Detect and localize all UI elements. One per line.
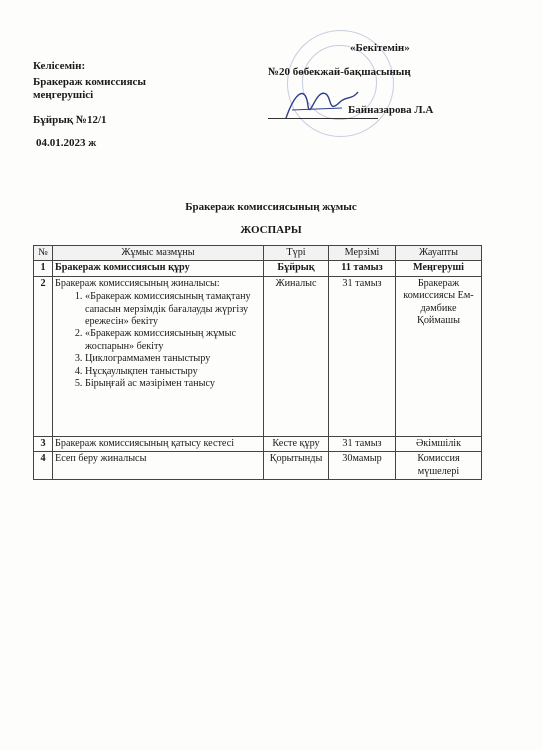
meeting-agenda-list <box>55 291 261 390</box>
row-responsible: Комиссия мүшелері <box>396 452 482 480</box>
plan-subtitle: ЖОСПАРЫ <box>240 224 302 236</box>
row-number: 3 <box>34 436 53 451</box>
kindergarten-head-position: №20 бөбекжай-бақшасының <box>268 66 411 78</box>
order-date: 04.01.2023 ж <box>36 137 97 149</box>
agreed-label: Келісемін: <box>33 60 86 72</box>
table-row <box>34 276 482 436</box>
row-type: Бұйрық <box>264 261 329 276</box>
row-deadline: 31 тамыз <box>329 276 396 436</box>
row-type: Кесте құру <box>264 436 329 451</box>
approved-label: «Бекітемін» <box>350 42 410 54</box>
col-type: Түрі <box>264 246 329 261</box>
signature-line <box>268 118 378 119</box>
row-deadline: 11 тамыз <box>329 261 396 276</box>
row-number: 4 <box>34 452 53 480</box>
order-number: Бұйрық №12/1 <box>33 114 107 126</box>
row-responsible: Бракераж комиссиясы Ем-дәмбике Қоймашы <box>396 276 482 436</box>
row-number: 2 <box>34 276 53 436</box>
col-responsible: Жауапты <box>396 246 482 261</box>
row-responsible: Меңгеруші <box>396 261 482 276</box>
row-content: Бракераж комиссиясын құру <box>53 261 264 276</box>
list-item: 3. Циклограммамен таныстыру <box>85 353 261 365</box>
row-content-title: Бракераж комиссиясының жиналысы: <box>55 277 220 289</box>
row-content <box>53 276 264 436</box>
list-item: 1. «Бракераж комиссиясының тамақтану сапасын мерзімдік бағалауды жүргізу ережесін» бекіту <box>85 291 261 328</box>
plan-title: Бракераж комиссиясының жұмыс <box>185 201 357 213</box>
list-item: 2. «Бракераж комиссиясының жұмыс жоспарын» бекіту <box>85 328 261 353</box>
row-type: Қорытынды <box>264 452 329 480</box>
table-header-row <box>34 246 482 261</box>
row-deadline: 30мамыр <box>329 452 396 480</box>
row-content: Есеп беру жиналысы <box>53 452 264 480</box>
col-content: Жұмыс мазмұны <box>53 246 264 261</box>
table-row <box>34 436 482 451</box>
table-row <box>34 452 482 480</box>
list-item: 4. Нұсқаулықпен таныстыру <box>85 366 261 378</box>
row-content: Бракераж комиссиясының қатысу кестесі <box>53 436 264 451</box>
work-plan-table <box>33 245 482 480</box>
row-type: Жиналыс <box>264 276 329 436</box>
col-number: № <box>34 246 53 261</box>
row-responsible: Әкімшілік <box>396 436 482 451</box>
row-deadline: 31 тамыз <box>329 436 396 451</box>
table-row <box>34 261 482 276</box>
row-number: 1 <box>34 261 53 276</box>
list-item: 5. Бірыңғай ас мәзірімен танысу <box>85 378 261 390</box>
commission-head-position: Бракераж комиссиясы меңгерушісі <box>33 76 147 101</box>
head-name: Байназарова Л.А <box>348 104 434 116</box>
col-deadline: Мерзімі <box>329 246 396 261</box>
